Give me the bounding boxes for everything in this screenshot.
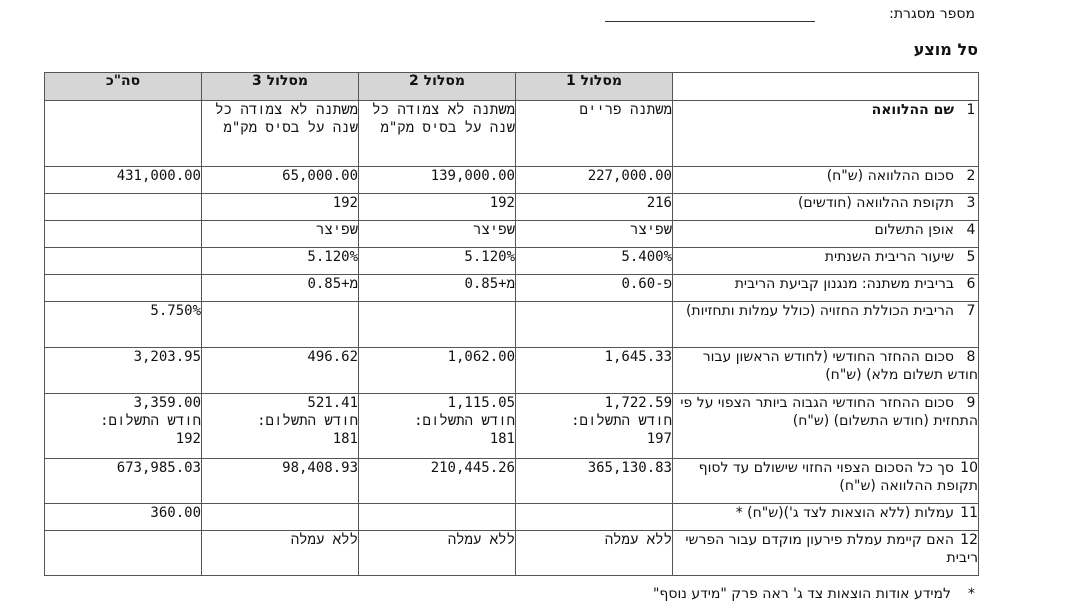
cell-total xyxy=(45,275,202,302)
column-header-track-3: מסלול 3 xyxy=(202,73,359,101)
cell-track-1: 216 xyxy=(516,194,673,221)
cell-month-value: 197 xyxy=(646,431,672,447)
row-label xyxy=(673,459,979,504)
row-label-text: סכום ההלוואה (ש"ח) xyxy=(826,168,954,184)
cell-track-3 xyxy=(202,504,359,531)
row-label xyxy=(673,348,979,394)
cell-track-2: שפיצר xyxy=(359,221,516,248)
row-label xyxy=(673,275,979,302)
cell-total xyxy=(45,531,202,576)
cell-track-2: מ+0.85 xyxy=(359,275,516,302)
cell-track-2: ללא עמלה xyxy=(359,531,516,576)
footnote-marker: * xyxy=(968,586,975,602)
table-row xyxy=(45,394,979,459)
table-row xyxy=(45,221,979,248)
row-number: 7 xyxy=(966,303,976,319)
table-row xyxy=(45,275,979,302)
loan-offer-table xyxy=(44,72,979,576)
row-label-text: עמלות (ללא הוצאות לצד ג')(ש"ח) * xyxy=(735,505,954,521)
table-row xyxy=(45,459,979,504)
row-label xyxy=(673,248,979,275)
row-number: 11 xyxy=(960,505,978,521)
cell-total: 673,985.03 xyxy=(45,459,202,504)
row-label-text: האם קיימת עמלת פירעון מוקדם עבור הפרשי ריבית xyxy=(685,532,978,566)
cell-amount: 521.41 xyxy=(307,395,358,411)
row-label-text: הריבית הכוללת החזויה (כולל עמלות ותחזיות) xyxy=(685,303,954,319)
cell-total: 431,000.00 xyxy=(45,167,202,194)
cell-month-value: 181 xyxy=(489,431,515,447)
cell-track-1: 5.400% xyxy=(516,248,673,275)
footnote-text: למידע אודות הוצאות צד ג' ראה פרק "מידע נוסף" xyxy=(652,586,951,602)
row-number: 4 xyxy=(966,222,976,238)
table-header-row xyxy=(45,73,979,101)
cell-track-3: 98,408.93 xyxy=(202,459,359,504)
cell-track-3: משתנה לא צמודה כל שנה על בסיס מק"מ xyxy=(202,101,359,167)
cell-track-1: 1,645.33 xyxy=(516,348,673,394)
cell-amount: 1,722.59 xyxy=(604,395,672,411)
cell-total xyxy=(45,194,202,221)
cell-track-2 xyxy=(359,504,516,531)
table-row xyxy=(45,302,979,348)
row-number: 3 xyxy=(966,195,976,211)
cell-amount: 3,359.00 xyxy=(133,395,201,411)
cell-total xyxy=(45,221,202,248)
column-header-track-2: מסלול 2 xyxy=(359,73,516,101)
row-label xyxy=(673,504,979,531)
cell-track-1: 365,130.83 xyxy=(516,459,673,504)
cell-month-value: 192 xyxy=(175,431,201,447)
table-row xyxy=(45,248,979,275)
cell-track-2 xyxy=(359,302,516,348)
cell-total xyxy=(45,394,202,459)
row-label-text: תקופת ההלוואה (חודשים) xyxy=(797,195,954,211)
cell-track-1 xyxy=(516,504,673,531)
cell-track-1: פ-0.60 xyxy=(516,275,673,302)
row-label-text: שיעור הריבית השנתית xyxy=(824,249,954,265)
cell-track-1: ללא עמלה xyxy=(516,531,673,576)
cell-month-label: חודש התשלום: xyxy=(257,413,358,429)
column-header-blank xyxy=(673,73,979,101)
row-number: 5 xyxy=(966,249,976,265)
frame-number-label: מספר מסגרת: xyxy=(889,6,975,22)
row-label-text: סכום ההחזר החודשי (לחודש הראשון עבור חודש תשלום מלא) (ש"ח) xyxy=(702,349,978,383)
row-number: 9 xyxy=(966,395,976,411)
column-header-total: סה"כ xyxy=(45,73,202,101)
cell-track-3: ללא עמלה xyxy=(202,531,359,576)
row-number: 12 xyxy=(960,532,978,548)
cell-track-3: 5.120% xyxy=(202,248,359,275)
cell-total: 360.00 xyxy=(45,504,202,531)
cell-track-2: משתנה לא צמודה כל שנה על בסיס מק"מ xyxy=(359,101,516,167)
cell-track-1: שפיצר xyxy=(516,221,673,248)
cell-total: 3,203.95 xyxy=(45,348,202,394)
cell-track-2: 192 xyxy=(359,194,516,221)
cell-track-2 xyxy=(359,394,516,459)
cell-amount: 1,115.05 xyxy=(447,395,515,411)
row-label xyxy=(673,531,979,576)
table-row xyxy=(45,101,979,167)
cell-total xyxy=(45,101,202,167)
cell-track-2: 5.120% xyxy=(359,248,516,275)
cell-track-3: 65,000.00 xyxy=(202,167,359,194)
section-title: סל מוצע xyxy=(913,40,978,59)
cell-month-label: חודש התשלום: xyxy=(414,413,515,429)
row-label xyxy=(673,394,979,459)
cell-total xyxy=(45,248,202,275)
table-row xyxy=(45,504,979,531)
cell-track-1: 227,000.00 xyxy=(516,167,673,194)
cell-track-2: 210,445.26 xyxy=(359,459,516,504)
row-label xyxy=(673,194,979,221)
table-row xyxy=(45,167,979,194)
row-label-text: סכום ההחזר החודשי הגבוה ביותר הצפוי על פי התחזית (חודש התשלום) (ש"ח) xyxy=(680,395,978,429)
row-number: 10 xyxy=(960,460,978,476)
footnote xyxy=(600,586,975,602)
row-number: 8 xyxy=(966,349,976,365)
row-label xyxy=(673,221,979,248)
row-number: 1 xyxy=(966,102,976,118)
cell-month-value: 181 xyxy=(332,431,358,447)
cell-track-3 xyxy=(202,394,359,459)
cell-total: 5.750% xyxy=(45,302,202,348)
cell-month-label: חודש התשלום: xyxy=(100,413,201,429)
row-label-text: סך כל הסכום הצפוי החזוי שישולם עד לסוף תקופת ההלוואה (ש"ח) xyxy=(698,460,978,494)
row-label xyxy=(673,167,979,194)
row-label xyxy=(673,101,979,167)
table-row xyxy=(45,531,979,576)
cell-track-2: 1,062.00 xyxy=(359,348,516,394)
row-label xyxy=(673,302,979,348)
row-number: 2 xyxy=(966,168,976,184)
row-label-text: אופן התשלום xyxy=(874,222,954,238)
cell-track-3: מ+0.85 xyxy=(202,275,359,302)
cell-month-label: חודש התשלום: xyxy=(571,413,672,429)
cell-track-1: משתנה פריים xyxy=(516,101,673,167)
frame-number-field[interactable] xyxy=(605,21,815,22)
cell-track-3: 496.62 xyxy=(202,348,359,394)
column-header-track-1: מסלול 1 xyxy=(516,73,673,101)
table-row xyxy=(45,348,979,394)
cell-track-1 xyxy=(516,302,673,348)
row-label-text: שם ההלוואה xyxy=(871,102,954,118)
cell-track-3: שפיצר xyxy=(202,221,359,248)
cell-track-2: 139,000.00 xyxy=(359,167,516,194)
row-number: 6 xyxy=(966,276,976,292)
cell-track-3 xyxy=(202,302,359,348)
cell-track-1 xyxy=(516,394,673,459)
table-row xyxy=(45,194,979,221)
row-label-text: בריבית משתנה: מנגנון קביעת הריבית xyxy=(734,276,954,292)
cell-track-3: 192 xyxy=(202,194,359,221)
